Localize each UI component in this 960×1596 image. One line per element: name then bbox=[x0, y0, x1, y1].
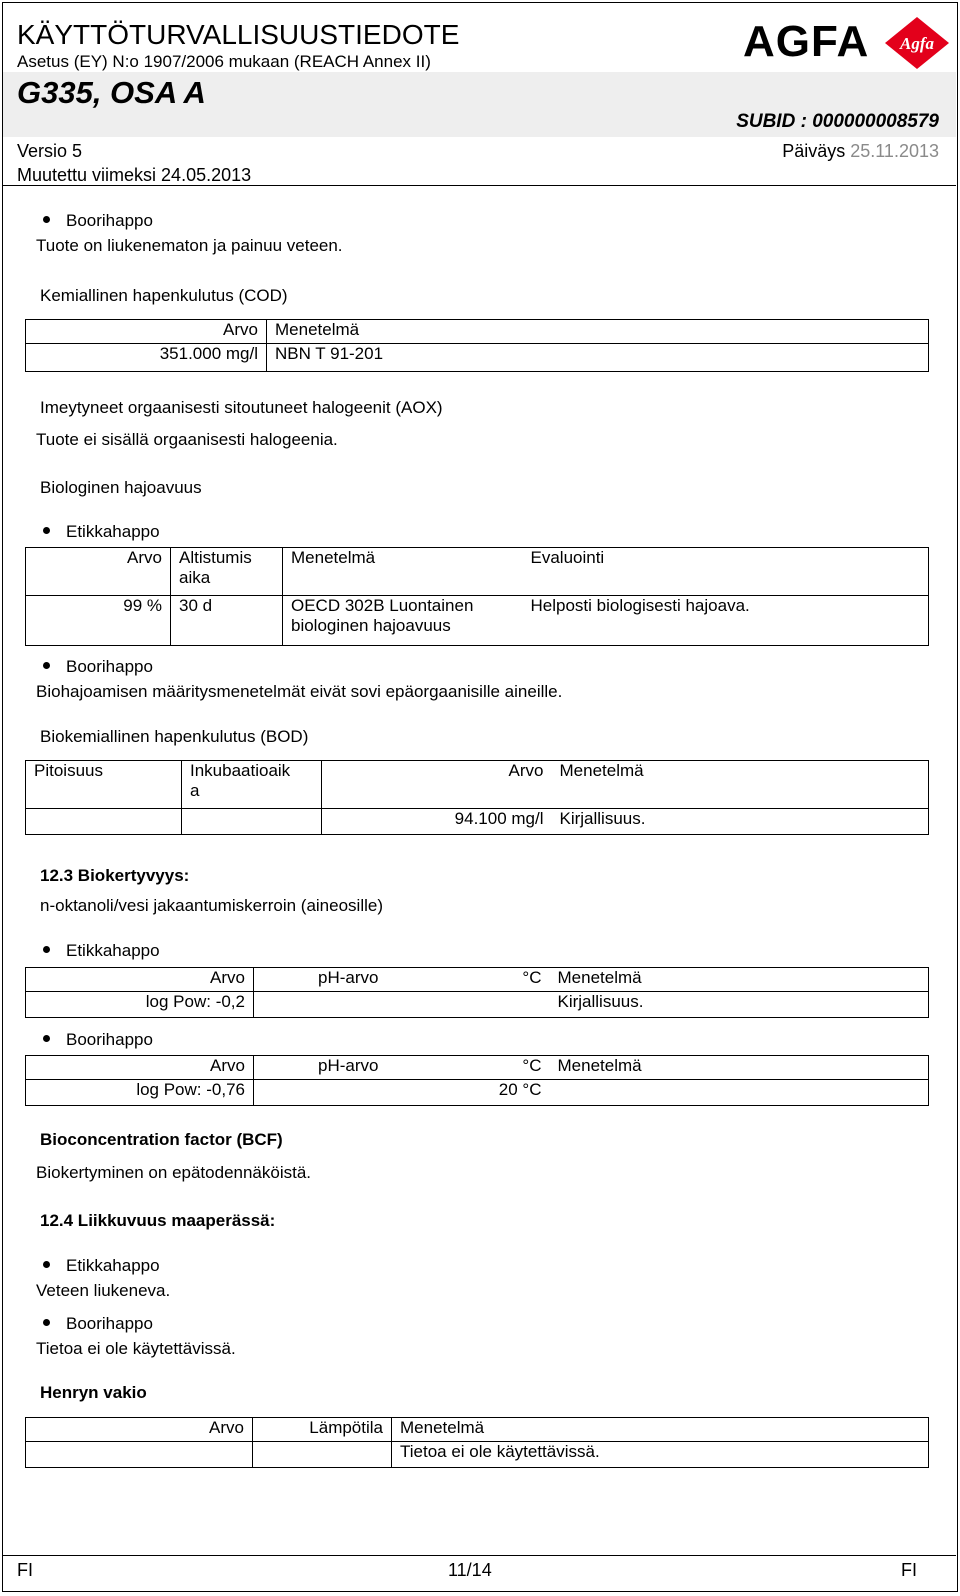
footer-language-right: FI bbox=[901, 1560, 917, 1580]
table-header: Menetelmä bbox=[392, 1418, 929, 1442]
table-header: Pitoisuus bbox=[26, 761, 182, 809]
table-cell: Helposti biologisesti hajoava. bbox=[523, 596, 929, 646]
table-cell bbox=[254, 1080, 410, 1106]
table-header: Menetelmä bbox=[283, 548, 523, 596]
section-heading: Imeytyneet orgaanisesti sitoutuneet halogeenit (AOX) bbox=[40, 398, 443, 417]
table-header: Arvo bbox=[26, 1418, 253, 1442]
section-heading: Bioconcentration factor (BCF) bbox=[40, 1130, 283, 1149]
table-cell bbox=[410, 992, 550, 1018]
list-item bbox=[43, 1314, 153, 1334]
table-cell: NBN T 91-201 bbox=[267, 344, 929, 372]
document-page bbox=[2, 2, 958, 1592]
table-cell bbox=[182, 809, 322, 835]
table-cell-line: OECD 302B Luontainen bbox=[291, 596, 474, 615]
list-item-label: Boorihappo bbox=[66, 1314, 153, 1333]
table-header: Arvo bbox=[322, 761, 552, 809]
table-cell: log Pow: -0,76 bbox=[26, 1080, 254, 1106]
table-header: Menetelmä bbox=[267, 320, 929, 344]
list-item bbox=[43, 522, 160, 542]
list-item bbox=[43, 941, 160, 961]
table-cell: log Pow: -0,2 bbox=[26, 992, 254, 1018]
table-header-line: Inkubaatioaik bbox=[190, 761, 291, 780]
bullet-icon bbox=[43, 662, 50, 669]
list-item-label: Etikkahappo bbox=[66, 522, 160, 541]
header-divider bbox=[3, 185, 956, 186]
list-item bbox=[43, 1030, 153, 1050]
section-heading: Biologinen hajoavuus bbox=[40, 478, 202, 497]
table-cell: 30 d bbox=[171, 596, 283, 646]
table-header: Menetelmä bbox=[550, 968, 929, 992]
table-header: Arvo bbox=[26, 548, 171, 596]
table-header: Arvo bbox=[26, 320, 267, 344]
table-cell bbox=[550, 1080, 929, 1106]
paragraph: Tuote ei sisällä orgaanisesti halogeenia. bbox=[36, 430, 338, 449]
table-cell: 20 °C bbox=[410, 1080, 550, 1106]
henry-table bbox=[25, 1417, 929, 1468]
table-cell bbox=[26, 809, 182, 835]
table-header: °C bbox=[410, 1056, 550, 1080]
paragraph: Tietoa ei ole käytettävissä. bbox=[36, 1339, 236, 1358]
bullet-icon bbox=[43, 1319, 50, 1326]
date-value: 25.11.2013 bbox=[850, 141, 939, 161]
section-heading: 12.3 Biokertyvyys: bbox=[40, 866, 190, 885]
table-header-line: a bbox=[190, 781, 200, 800]
date-label: Päiväys bbox=[782, 141, 846, 161]
table-header bbox=[182, 761, 322, 809]
agfa-logo-text: AGFA bbox=[743, 17, 870, 66]
table-cell: 99 % bbox=[26, 596, 171, 646]
section-heading: 12.4 Liikkuvuus maaperässä: bbox=[40, 1211, 276, 1230]
bullet-icon bbox=[43, 527, 50, 534]
table-cell bbox=[254, 992, 410, 1018]
bullet-icon bbox=[43, 1035, 50, 1042]
table-cell: 94.100 mg/l bbox=[322, 809, 552, 835]
table-header: Lämpötila bbox=[253, 1418, 392, 1442]
list-item-label: Boorihappo bbox=[66, 1030, 153, 1049]
table-cell: Tietoa ei ole käytettävissä. bbox=[392, 1442, 929, 1468]
regulation-line: Asetus (EY) N:o 1907/2006 mukaan (REACH Annex II) bbox=[17, 52, 431, 71]
subid: SUBID : 000000008579 bbox=[736, 111, 939, 132]
bullet-icon bbox=[43, 1261, 50, 1268]
table-header: Menetelmä bbox=[550, 1056, 929, 1080]
logo-badge-text: Agfa bbox=[900, 34, 934, 53]
table-cell bbox=[283, 596, 523, 646]
list-item-label: Boorihappo bbox=[66, 657, 153, 676]
table-header: pH-arvo bbox=[254, 968, 410, 992]
table-cell-line: biologinen hajoavuus bbox=[291, 616, 451, 635]
section-heading: Kemiallinen hapenkulutus (COD) bbox=[40, 286, 288, 305]
table-header-line: Altistumis bbox=[179, 548, 252, 567]
cod-table bbox=[25, 319, 929, 372]
section-heading: Henryn vakio bbox=[40, 1383, 147, 1402]
issue-date bbox=[782, 141, 939, 162]
list-item-label: Etikkahappo bbox=[66, 941, 160, 960]
table-cell bbox=[26, 1442, 253, 1468]
paragraph: Veteen liukeneva. bbox=[36, 1281, 171, 1300]
bod-table bbox=[25, 760, 929, 835]
table-header: Evaluointi bbox=[523, 548, 929, 596]
biodegradation-table bbox=[25, 547, 929, 646]
subsection-heading: n-oktanoli/vesi jakaantumiskerroin (aineosille) bbox=[40, 896, 383, 915]
table-header-line: aika bbox=[179, 568, 211, 587]
footer-divider bbox=[3, 1555, 956, 1556]
bullet-icon bbox=[43, 946, 50, 953]
product-name: G335, OSA A bbox=[17, 75, 206, 110]
paragraph: Biokertyminen on epätodennäköistä. bbox=[36, 1163, 312, 1182]
paragraph: Tuote on liukenematon ja painuu veteen. bbox=[36, 236, 343, 255]
footer-language-left: FI bbox=[17, 1560, 33, 1580]
list-item bbox=[43, 211, 153, 231]
table-cell: Kirjallisuus. bbox=[552, 809, 929, 835]
version: Versio 5 bbox=[17, 141, 83, 161]
paragraph: Biohajoamisen määritysmenetelmät eivät sovi epäorgaanisille aineille. bbox=[36, 682, 563, 701]
list-item-label: Etikkahappo bbox=[66, 1256, 160, 1275]
table-header: Arvo bbox=[26, 1056, 254, 1080]
table-header bbox=[171, 548, 283, 596]
document-title: KÄYTTÖTURVALLISUUSTIEDOTE bbox=[17, 19, 460, 50]
bullet-icon bbox=[43, 216, 50, 223]
modified-date: Muutettu viimeksi 24.05.2013 bbox=[17, 165, 252, 185]
agfa-logo-badge-icon bbox=[883, 15, 951, 71]
table-header: Arvo bbox=[26, 968, 254, 992]
table-cell: 351.000 mg/l bbox=[26, 344, 267, 372]
table-header: Menetelmä bbox=[552, 761, 929, 809]
table-header: °C bbox=[410, 968, 550, 992]
list-item-label: Boorihappo bbox=[66, 211, 153, 230]
table-header: pH-arvo bbox=[254, 1056, 410, 1080]
table-cell bbox=[253, 1442, 392, 1468]
section-heading: Biokemiallinen hapenkulutus (BOD) bbox=[40, 727, 309, 746]
list-item bbox=[43, 657, 153, 677]
partition-coefficient-table-2 bbox=[25, 1055, 929, 1106]
list-item bbox=[43, 1256, 160, 1276]
table-cell: Kirjallisuus. bbox=[550, 992, 929, 1018]
partition-coefficient-table-1 bbox=[25, 967, 929, 1018]
page-number: 11/14 bbox=[448, 1560, 492, 1580]
